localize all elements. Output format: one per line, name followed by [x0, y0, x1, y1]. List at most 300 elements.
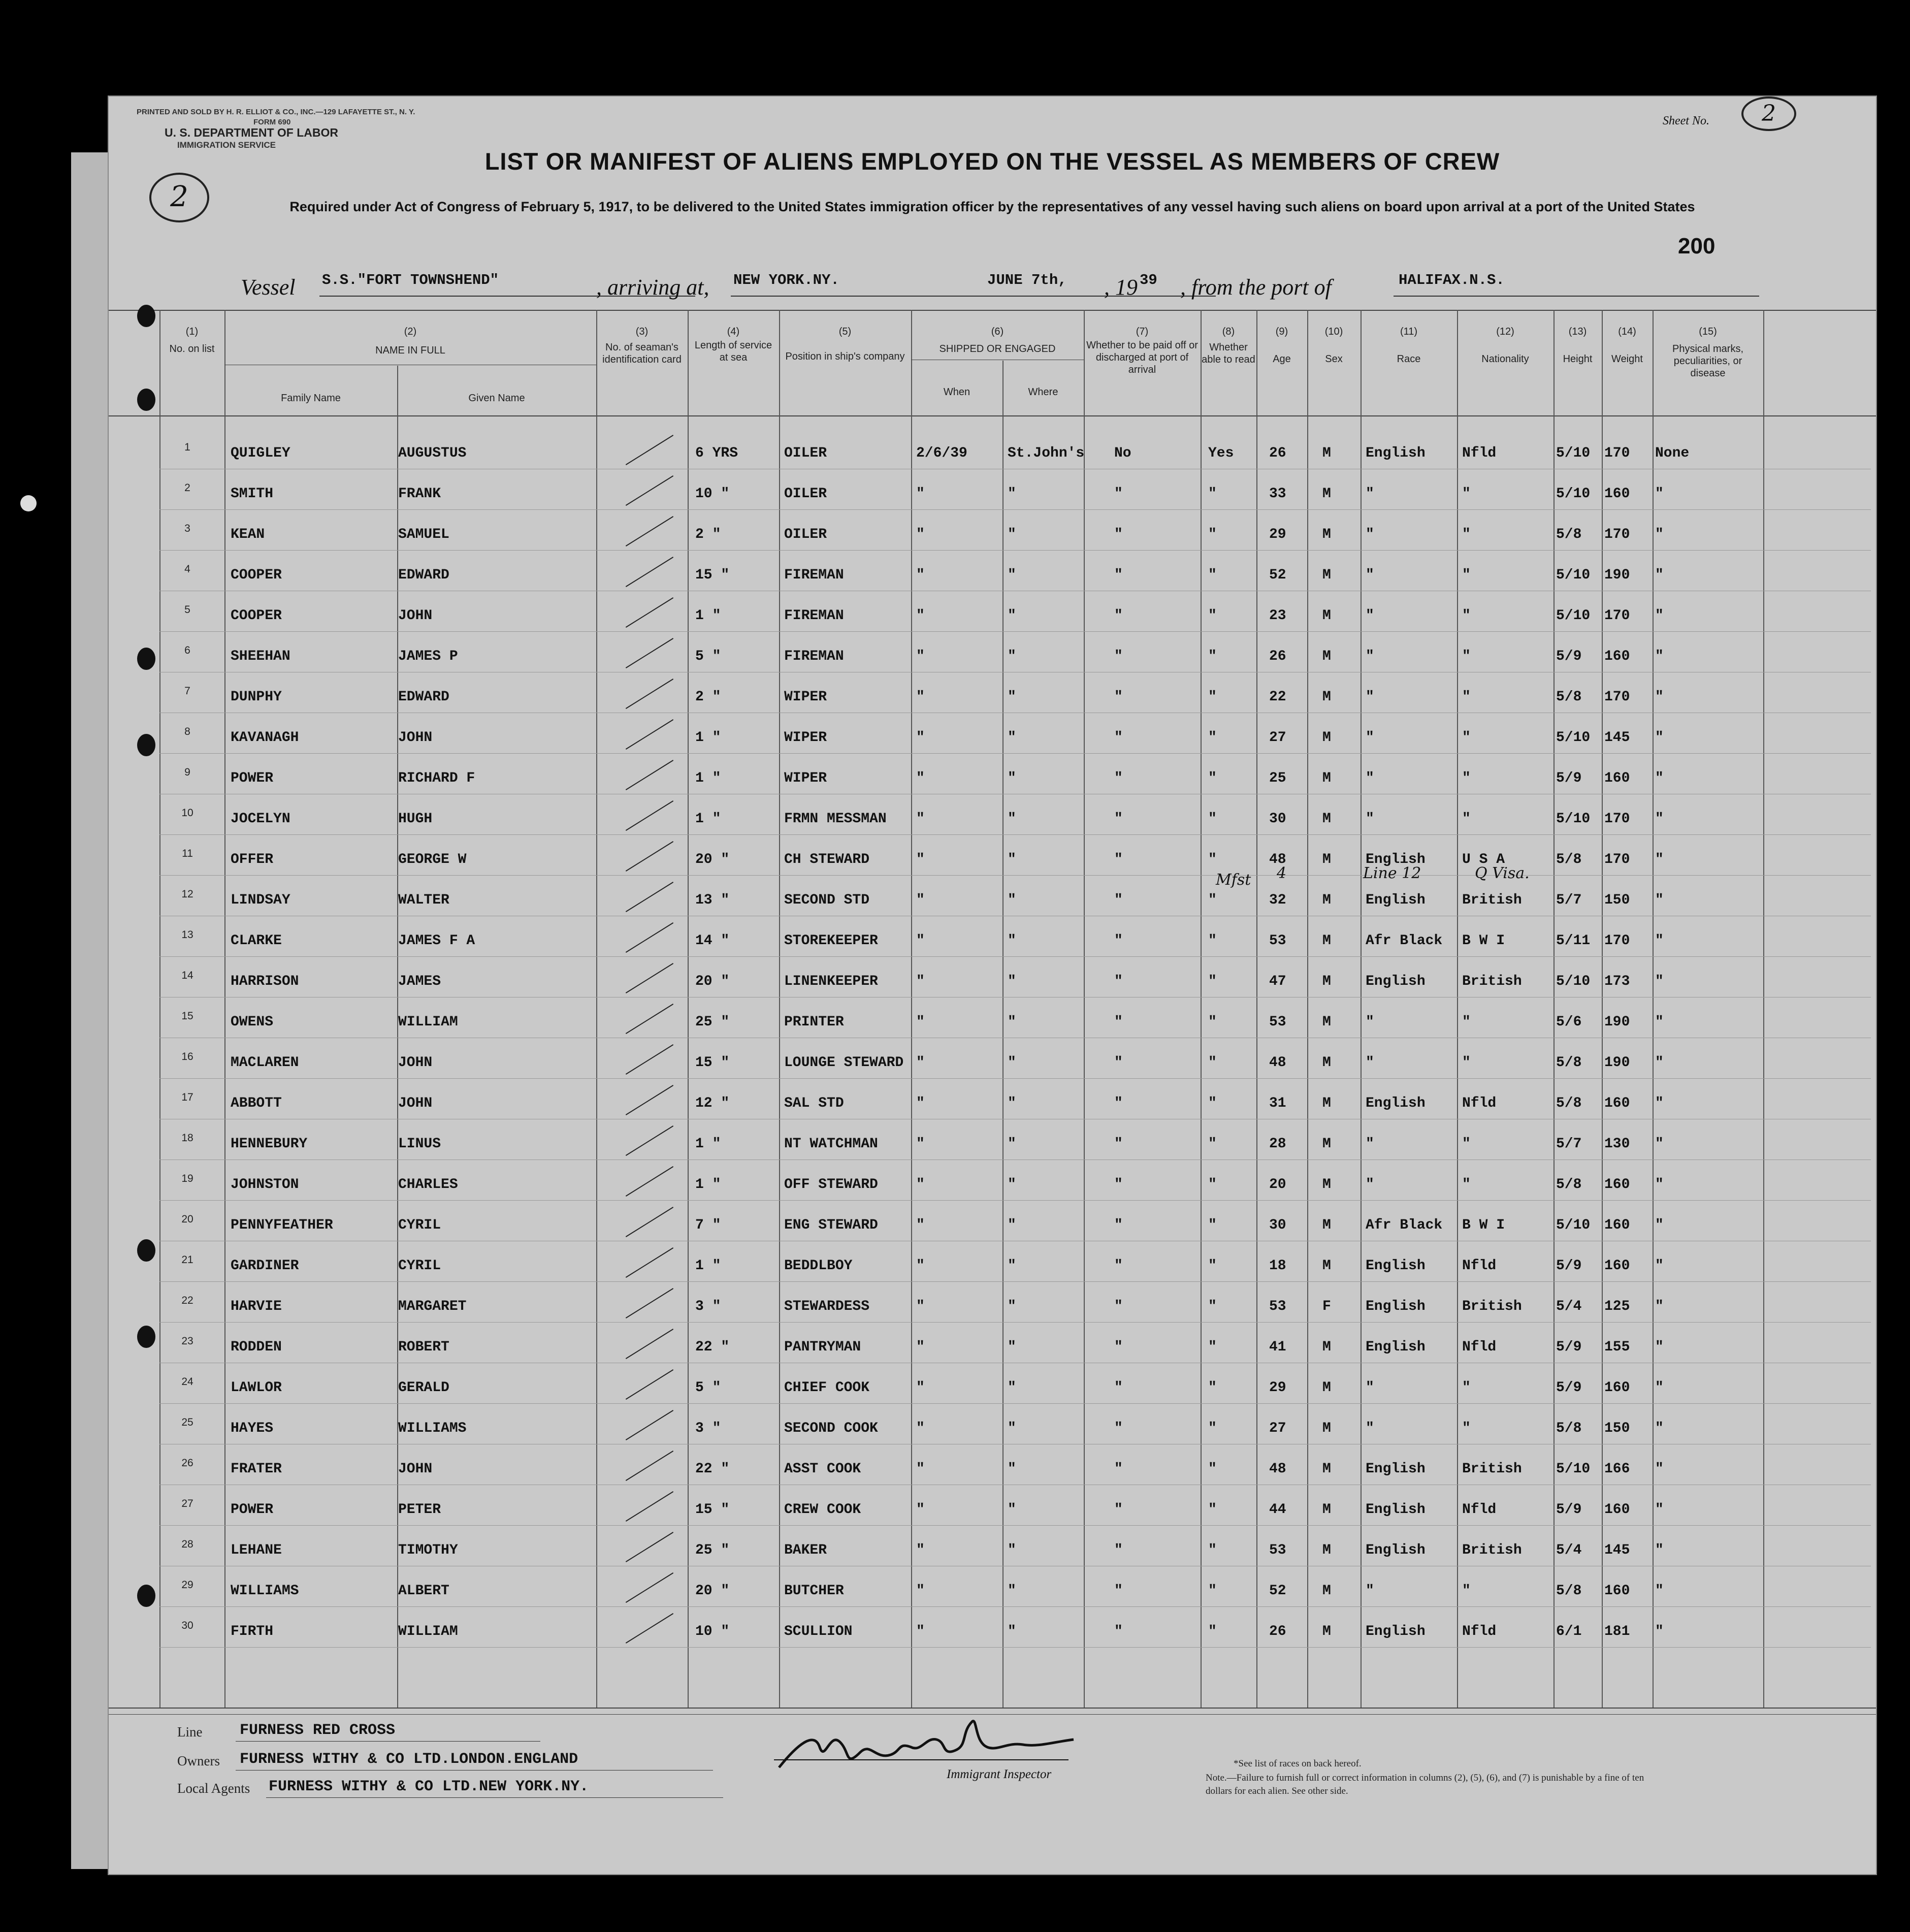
given-name: JOHN [398, 1096, 433, 1111]
position: SECOND COOK [784, 1421, 878, 1436]
agents-underline [266, 1797, 723, 1798]
col-rule [1361, 310, 1362, 1708]
weight: 160 [1604, 1177, 1630, 1193]
height: 5/8 [1556, 1421, 1582, 1436]
id-card-check-mark [626, 679, 673, 709]
nationality: " [1462, 608, 1471, 624]
given-name: FRANK [398, 486, 441, 502]
height: 5/10 [1556, 486, 1591, 502]
able-to-read: " [1208, 689, 1217, 705]
weight: 160 [1604, 1502, 1630, 1518]
age: 25 [1269, 770, 1286, 786]
shipped-where: St.John's [1008, 445, 1085, 461]
family-name: POWER [231, 770, 274, 786]
sex: M [1322, 730, 1331, 746]
physical-marks: " [1655, 689, 1664, 705]
family-name: LINDSAY [231, 892, 290, 908]
col2-number: (2) [404, 326, 417, 337]
physical-marks: " [1655, 1136, 1664, 1152]
age: 52 [1269, 567, 1286, 583]
race: English [1366, 1299, 1426, 1314]
weight: 145 [1604, 1542, 1630, 1558]
annotation-line: Line 12 [1363, 864, 1421, 882]
given-name: HUGH [398, 811, 433, 827]
row-rule [159, 834, 1871, 835]
nationality: " [1462, 730, 1471, 746]
given-name: JOHN [398, 1461, 433, 1477]
sex: M [1322, 974, 1331, 989]
paid-off: " [1114, 689, 1123, 705]
position: FRMN MESSMAN [784, 811, 887, 827]
id-card-check-mark [626, 516, 673, 546]
height: 5/10 [1556, 974, 1591, 989]
row-rule [159, 875, 1871, 876]
line-underline [236, 1741, 540, 1742]
family-name: HENNEBURY [231, 1136, 308, 1152]
race: English [1366, 1624, 1426, 1639]
able-to-read: " [1208, 1380, 1217, 1396]
family-name: HARVIE [231, 1299, 282, 1314]
given-name: JOHN [398, 1055, 433, 1071]
weight: 160 [1604, 1217, 1630, 1233]
shipped-when: " [916, 1461, 925, 1477]
length-of-service: 25 " [695, 1014, 730, 1030]
height: 5/8 [1556, 1055, 1582, 1071]
sex: M [1322, 608, 1331, 624]
year-prefix: , 19 [1104, 275, 1138, 300]
physical-marks: " [1655, 933, 1664, 949]
shipped-when: " [916, 1502, 925, 1518]
id-card-check-mark [626, 841, 673, 872]
nationality: Nfld [1462, 1339, 1497, 1355]
col13-header: Height [1563, 353, 1593, 365]
id-card-check-mark [626, 1369, 673, 1400]
height: 5/10 [1556, 1217, 1591, 1233]
family-name: JOHNSTON [231, 1177, 299, 1193]
able-to-read: " [1208, 1624, 1217, 1639]
weight: 190 [1604, 1055, 1630, 1071]
paid-off: " [1114, 567, 1123, 583]
shipped-when: " [916, 527, 925, 542]
col13-number: (13) [1568, 326, 1587, 337]
family-name: JOCELYN [231, 811, 290, 827]
id-card-check-mark [626, 760, 673, 790]
race: Afr Black [1366, 1217, 1443, 1233]
page-title: LIST OR MANIFEST OF ALIENS EMPLOYED ON THE VESSEL AS MEMBERS OF CREW [484, 148, 1500, 175]
paid-off: " [1114, 1624, 1123, 1639]
height: 5/8 [1556, 1583, 1582, 1599]
able-to-read: " [1208, 933, 1217, 949]
sex: M [1322, 649, 1331, 664]
nationality: British [1462, 892, 1522, 908]
id-card-check-mark [626, 1085, 673, 1115]
row-number: 27 [181, 1498, 193, 1509]
age: 31 [1269, 1096, 1286, 1111]
sex: F [1322, 1299, 1331, 1314]
physical-marks: " [1655, 1624, 1664, 1639]
shipped-where: " [1008, 1136, 1016, 1152]
able-to-read: " [1208, 1217, 1217, 1233]
able-to-read: " [1208, 1542, 1217, 1558]
agents-label: Local Agents [177, 1781, 250, 1796]
family-name: WILLIAMS [231, 1583, 299, 1599]
row-rule [159, 956, 1871, 957]
col-rule [688, 310, 689, 1708]
owners-label: Owners [177, 1753, 220, 1768]
row-number: 19 [181, 1173, 193, 1184]
age: 53 [1269, 1542, 1286, 1558]
printer-line: PRINTED AND SOLD BY H. R. ELLIOT & CO., INC.—129 LAFAYETTE ST., N. Y. [137, 108, 415, 116]
sex: M [1322, 1136, 1331, 1152]
position: BEDDLBOY [784, 1258, 853, 1274]
weight: 170 [1604, 527, 1630, 542]
shipped-when: " [916, 1014, 925, 1030]
position: STOREKEEPER [784, 933, 878, 949]
shipped-when: " [916, 1542, 925, 1558]
sex: M [1322, 770, 1331, 786]
id-card-check-mark [626, 963, 673, 993]
physical-marks: " [1655, 1380, 1664, 1396]
able-to-read: " [1208, 1339, 1217, 1355]
id-card-check-mark [626, 1004, 673, 1034]
row-number: 18 [181, 1132, 193, 1144]
arrival-date: JUNE 7th, [987, 272, 1067, 288]
col-rule [1602, 310, 1603, 1708]
given-name: PETER [398, 1502, 441, 1518]
row-number: 11 [182, 848, 193, 859]
shipped-where: " [1008, 1624, 1016, 1639]
paid-off: " [1114, 1421, 1123, 1436]
row-rule [159, 1647, 1871, 1648]
race: " [1366, 1583, 1374, 1599]
vessel-label: Vessel [241, 275, 296, 300]
row-rule [159, 1200, 1871, 1201]
family-name: LAWLOR [231, 1380, 282, 1396]
nationality: " [1462, 1421, 1471, 1436]
weight: 160 [1604, 1096, 1630, 1111]
id-card-check-mark [626, 1572, 673, 1603]
given-name: JOHN [398, 730, 433, 746]
header-bottom-rule [109, 415, 1876, 416]
shipped-when: " [916, 1421, 925, 1436]
height: 5/9 [1556, 1339, 1582, 1355]
row-number: 22 [181, 1295, 193, 1306]
col4-header: Length of service at sea [694, 340, 772, 363]
owners-value: FURNESS WITHY & CO LTD.LONDON.ENGLAND [240, 1751, 578, 1768]
circled-mark: 2 [149, 173, 209, 222]
shipped-where: " [1008, 1542, 1016, 1558]
nationality: B W I [1462, 933, 1505, 949]
penalty-note: Note.—Failure to furnish full or correct information in columns (2), (5), (6), and (7) is punishable by a fine of ten dollars for each alien. See other side. [1206, 1773, 1644, 1796]
age: 26 [1269, 445, 1286, 461]
age: 32 [1269, 892, 1286, 908]
col3-number: (3) [635, 326, 649, 337]
sheet-number: 2 [1741, 96, 1796, 131]
col7-number: (7) [1136, 326, 1149, 337]
shipped-where: " [1008, 730, 1016, 746]
physical-marks: " [1655, 730, 1664, 746]
race: " [1366, 649, 1374, 664]
shipped-where: " [1008, 1502, 1016, 1518]
paid-off: " [1114, 974, 1123, 989]
length-of-service: 1 " [695, 608, 721, 624]
race: " [1366, 1421, 1374, 1436]
family-name: QUIGLEY [231, 445, 290, 461]
given-name: ALBERT [398, 1583, 449, 1599]
col5-header: Position in ship's company [785, 351, 905, 362]
sheet-label: Sheet No. [1663, 114, 1709, 127]
race: English [1366, 974, 1426, 989]
id-card-check-mark [626, 1532, 673, 1562]
col-rule [159, 310, 160, 1708]
binder-hole [137, 389, 155, 411]
shipped-when: " [916, 730, 925, 746]
paid-off: " [1114, 1461, 1123, 1477]
weight: 160 [1604, 1258, 1630, 1274]
weight: 181 [1604, 1624, 1630, 1639]
physical-marks: " [1655, 1096, 1664, 1111]
row-rule [159, 1606, 1871, 1607]
shipped-where: " [1008, 1380, 1016, 1396]
sex: M [1322, 1583, 1331, 1599]
physical-marks: " [1655, 567, 1664, 583]
given-name: MARGARET [398, 1299, 467, 1314]
length-of-service: 1 " [695, 1177, 721, 1193]
line-label: Line [177, 1724, 203, 1740]
position: OFF STEWARD [784, 1177, 878, 1193]
age: 18 [1269, 1258, 1286, 1274]
row-rule [159, 1403, 1871, 1404]
sex: M [1322, 892, 1331, 908]
weight: 170 [1604, 933, 1630, 949]
port-underline [731, 296, 995, 297]
nationality: " [1462, 1055, 1471, 1071]
shipped-when: " [916, 1624, 925, 1639]
id-card-check-mark [626, 1329, 673, 1359]
paid-off: " [1114, 892, 1123, 908]
height: 5/8 [1556, 1177, 1582, 1193]
physical-marks: " [1655, 1542, 1664, 1558]
shipped-where: " [1008, 527, 1016, 542]
nationality: " [1462, 1177, 1471, 1193]
id-card-check-mark [626, 800, 673, 831]
paid-off: " [1114, 486, 1123, 502]
family-name: FIRTH [231, 1624, 274, 1639]
family-name: RODDEN [231, 1339, 282, 1355]
shipped-when: " [916, 1136, 925, 1152]
family-name: ABBOTT [231, 1096, 282, 1111]
family-name: OWENS [231, 1014, 274, 1030]
shipped-where: " [1008, 1177, 1016, 1193]
length-of-service: 2 " [695, 527, 721, 542]
height: 5/11 [1556, 933, 1591, 949]
sex: M [1322, 1014, 1331, 1030]
age: 27 [1269, 730, 1286, 746]
physical-marks: " [1655, 1461, 1664, 1477]
col9-header: Age [1273, 353, 1291, 365]
race: " [1366, 1380, 1374, 1396]
when-header: When [943, 387, 970, 398]
col12-header: Nationality [1481, 353, 1529, 365]
sex: M [1322, 1461, 1331, 1477]
races-note: *See list of races on back hereof. [1234, 1758, 1362, 1769]
physical-marks: " [1655, 1177, 1664, 1193]
arrival-port: NEW YORK.NY. [733, 272, 839, 288]
given-name: TIMOTHY [398, 1542, 458, 1558]
shipped-when: " [916, 1339, 925, 1355]
shipped-when: " [916, 649, 925, 664]
shipped-when: " [916, 811, 925, 827]
department-label: U. S. DEPARTMENT OF LABOR [165, 126, 339, 139]
row-number: 26 [181, 1457, 193, 1469]
position: LOUNGE STEWARD [784, 1055, 904, 1071]
able-to-read: " [1208, 567, 1217, 583]
family-name: PENNYFEATHER [231, 1217, 333, 1233]
shipped-when: " [916, 1299, 925, 1314]
position: SECOND STD [784, 892, 870, 908]
nationality: " [1462, 1136, 1471, 1152]
physical-marks: " [1655, 1299, 1664, 1314]
age: 48 [1269, 1055, 1286, 1071]
nationality: " [1462, 770, 1471, 786]
shipped-where: " [1008, 649, 1016, 664]
length-of-service: 20 " [695, 974, 730, 989]
col4-number: (4) [727, 326, 740, 337]
shipped-where: " [1008, 1421, 1016, 1436]
shipped-when: " [916, 933, 925, 949]
age: 26 [1269, 1624, 1286, 1639]
form-number: FORM 690 [253, 118, 291, 126]
race: English [1366, 1339, 1426, 1355]
shipped-where: " [1008, 1217, 1016, 1233]
shipped-when: " [916, 567, 925, 583]
paid-off: " [1114, 1014, 1123, 1030]
paid-off: " [1114, 730, 1123, 746]
row-number: 24 [181, 1376, 193, 1388]
position: CHIEF COOK [784, 1380, 870, 1396]
given-name: CYRIL [398, 1217, 441, 1233]
row-number: 16 [181, 1051, 193, 1062]
col-rule [779, 310, 780, 1708]
col9-number: (9) [1275, 326, 1288, 337]
col-rule [1256, 310, 1257, 1708]
race: " [1366, 811, 1374, 827]
id-card-check-mark [626, 597, 673, 628]
row-number: 29 [181, 1579, 193, 1591]
height: 5/10 [1556, 811, 1591, 827]
vessel-name: S.S."FORT TOWNSHEND" [322, 272, 499, 288]
position: FIREMAN [784, 649, 844, 664]
position: BUTCHER [784, 1583, 844, 1599]
shipped-when: " [916, 1583, 925, 1599]
age: 48 [1269, 1461, 1286, 1477]
sex: M [1322, 1380, 1331, 1396]
paid-off: " [1114, 527, 1123, 542]
col-rule [224, 310, 225, 1708]
physical-marks: " [1655, 1055, 1664, 1071]
paid-off: " [1114, 852, 1123, 867]
nationality: Nfld [1462, 1258, 1497, 1274]
id-card-check-mark [626, 882, 673, 912]
shipped-where: " [1008, 852, 1016, 867]
sex: M [1322, 1542, 1331, 1558]
length-of-service: 15 " [695, 567, 730, 583]
id-card-check-mark [626, 1044, 673, 1075]
col6-number: (6) [991, 326, 1004, 337]
paid-off: " [1114, 1055, 1123, 1071]
col-rule [1553, 310, 1555, 1708]
race: " [1366, 1177, 1374, 1193]
shipped-where: " [1008, 811, 1016, 827]
col15-header: Physical marks, peculiarities, or disease [1672, 343, 1744, 379]
family-name: COOPER [231, 567, 282, 583]
paid-off: " [1114, 1217, 1123, 1233]
paid-off: " [1114, 1542, 1123, 1558]
id-card-check-mark [626, 435, 673, 465]
height: 5/10 [1556, 608, 1591, 624]
family-name: GARDINER [231, 1258, 299, 1274]
sex: M [1322, 689, 1331, 705]
sex: M [1322, 527, 1331, 542]
id-card-check-mark [626, 1613, 673, 1644]
paid-off: " [1114, 1258, 1123, 1274]
col1-header: No. on list [169, 343, 215, 355]
paid-off: " [1114, 933, 1123, 949]
position: CREW COOK [784, 1502, 861, 1518]
given-name: WALTER [398, 892, 449, 908]
able-to-read: " [1208, 770, 1217, 786]
nationality: Nfld [1462, 1624, 1497, 1639]
shipped-where: " [1008, 608, 1016, 624]
nationality: B W I [1462, 1217, 1505, 1233]
position: BAKER [784, 1542, 827, 1558]
nationality: Nfld [1462, 1502, 1497, 1518]
given-name: EDWARD [398, 567, 449, 583]
given-name: JAMES F A [398, 933, 475, 949]
age: 28 [1269, 1136, 1286, 1152]
weight: 160 [1604, 770, 1630, 786]
shipped-where: " [1008, 892, 1016, 908]
shipped-where: " [1008, 1461, 1016, 1477]
id-card-check-mark [626, 1451, 673, 1481]
paid-off: " [1114, 1096, 1123, 1111]
row-number: 17 [181, 1091, 193, 1103]
row-rule [159, 1525, 1871, 1526]
height: 5/8 [1556, 852, 1582, 867]
row-number: 30 [181, 1620, 193, 1631]
shipped-when: 2/6/39 [916, 445, 967, 461]
given-name: AUGUSTUS [398, 445, 467, 461]
col-rule [1002, 361, 1003, 1708]
col-rule [596, 310, 597, 1708]
sex: M [1322, 445, 1331, 461]
id-card-check-mark [626, 1247, 673, 1278]
nationality: " [1462, 689, 1471, 705]
age: 27 [1269, 1421, 1286, 1436]
able-to-read: " [1208, 608, 1217, 624]
height: 5/9 [1556, 649, 1582, 664]
id-card-check-mark [626, 1288, 673, 1318]
race: " [1366, 730, 1374, 746]
shipped-when: " [916, 852, 925, 867]
length-of-service: 6 YRS [695, 445, 738, 461]
col-rule [1763, 310, 1764, 1708]
table-bottom-rule [109, 1708, 1876, 1709]
paid-off: " [1114, 1136, 1123, 1152]
physical-marks: " [1655, 852, 1664, 867]
row-number: 8 [184, 726, 190, 737]
weight: 166 [1604, 1461, 1630, 1477]
